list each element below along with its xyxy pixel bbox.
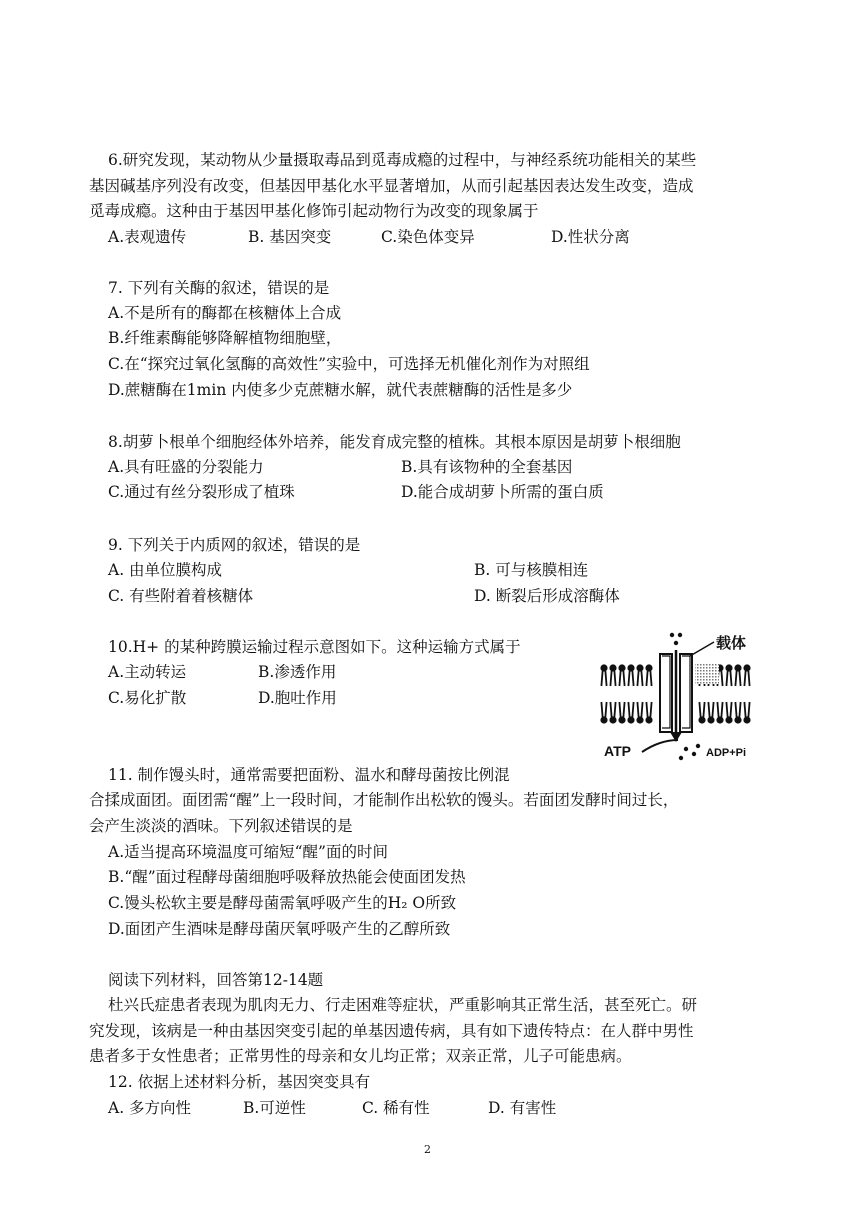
q6-stem-line-2: 基因碱基序列没有改变，但基因甲基化水平显著增加，从而引起基因表达发生改变，造成 (89, 177, 694, 195)
q9-option-b: B. 可与核膜相连 (474, 561, 589, 579)
phospholipid-upper (743, 664, 750, 686)
q6-stem-line-3: 觅毒成瘾。这种由于基因甲基化修饰引起动物行为改变的现象属于 (89, 202, 539, 220)
ion-dot (692, 752, 696, 756)
q8-option-d: D.能合成胡萝卜所需的蛋白质 (401, 483, 604, 501)
phospholipid-lower (725, 702, 732, 724)
q7-option-a: A.不是所有的酶都在核糖体上合成 (108, 304, 342, 322)
q9-option-d: D. 断裂后形成溶酶体 (474, 587, 620, 605)
phospholipid-lower (627, 702, 634, 724)
phospholipid-lower (734, 702, 741, 724)
page-number: 2 (424, 1143, 431, 1156)
q7-option-c: C.在“探究过氧化氢酶的高效性”实验中，可选择无机催化剂作为对照组 (108, 355, 590, 373)
q11-option-b: B.“醒”面过程酵母菌细胞呼吸释放热能会使面团发热 (108, 868, 466, 886)
phospholipid-lower (698, 702, 705, 724)
q11-option-d: D.面团产生酒味是酵母菌厌氧呼吸产生的乙醇所致 (108, 920, 451, 938)
q11-stem-line-2: 合揉成面团。面团需“醒”上一段时间，才能制作出松软的馒头。若面团发酵时间过长， (89, 791, 679, 809)
q11-stem-line-1: 11. 制作馒头时，通常需要把面粉、温水和酵母菌按比例混 (108, 766, 510, 784)
phospholipid-lower (707, 702, 714, 724)
carrier-label-leader (690, 642, 714, 656)
ion-dot (684, 747, 688, 751)
ion-dot (679, 756, 683, 760)
phospholipid-upper (725, 664, 732, 686)
phospholipid-lower (600, 702, 607, 724)
q6-option-d: D.性状分离 (551, 228, 630, 246)
phospholipid-upper (600, 664, 607, 686)
phospholipid-upper (609, 664, 616, 686)
q7-stem: 7. 下列有关酶的叙述，错误的是 (108, 279, 330, 297)
ion-dot (696, 744, 700, 748)
ion-dot (674, 641, 678, 645)
phospholipid-upper (645, 664, 652, 686)
q12-option-c: C. 稀有性 (362, 1099, 430, 1117)
q11-stem-line-3: 会产生淡淡的酒味。下列叙述错误的是 (89, 817, 353, 835)
q10-stem: 10.H+ 的某种跨膜运输过程示意图如下。这种运输方式属于 (108, 638, 521, 656)
q11-option-a: A.适当提高环境温度可缩短“醒”面的时间 (108, 843, 388, 861)
q8-option-c: C.通过有丝分裂形成了植珠 (108, 483, 295, 501)
ion-dot (678, 633, 682, 637)
phospholipid-upper (734, 664, 741, 686)
phospholipid-lower (716, 702, 723, 724)
q11-option-c: C.馒头松软主要是酵母菌需氧呼吸产生的H₂ O所致 (108, 894, 457, 912)
phospholipid-lower (645, 702, 652, 724)
q8-option-b: B.具有该物种的全套基因 (401, 458, 573, 476)
material-line-2: 究发现，该病是一种由基因突变引起的单基因遗传病，具有如下遗传特点：在人群中男性 (89, 1022, 694, 1040)
carrier-label: 载体 (716, 635, 747, 652)
material-line-1: 杜兴氏症患者表现为肌肉无力、行走困难等症状，严重影响其正常生活，甚至死亡。研 (108, 996, 698, 1014)
q12-option-a: A. 多方向性 (108, 1099, 192, 1117)
q12-option-d: D. 有害性 (488, 1099, 557, 1117)
adp-label: ADP+Pi (706, 747, 747, 759)
phospholipid-upper (618, 664, 625, 686)
phospholipid-lower (618, 702, 625, 724)
q12-stem: 12. 依据上述材料分析，基因突变具有 (108, 1073, 371, 1091)
q6-option-b: B. 基因突变 (248, 228, 332, 246)
atp-label: ATP (604, 743, 631, 759)
q7-option-d: D.蔗糖酶在1min 内使多少克蔗糖水解，就代表蔗糖酶的活性是多少 (108, 381, 573, 399)
membrane-transport-figure (598, 628, 768, 763)
q7-option-b: B.纤维素酶能够降解植物细胞壁， (108, 329, 342, 347)
material-line-3: 患者多于女性患者；正常男性的母亲和女儿均正常；双亲正常，儿子可能患病。 (89, 1047, 632, 1065)
q9-option-c: C. 有些附着着核糖体 (108, 587, 254, 605)
q12-option-b: B.可逆性 (243, 1099, 306, 1117)
phospholipid-upper (627, 664, 634, 686)
atp-curve-arrow (642, 740, 678, 752)
q10-option-d: D.胞吐作用 (258, 689, 337, 707)
q10-option-a: A.主动转运 (108, 663, 187, 681)
q6-option-c: C.染色体变异 (381, 228, 475, 246)
q6-stem-line-1: 6.研究发现，某动物从少量摄取毒品到觅毒成瘾的过程中，与神经系统功能相关的某些 (108, 151, 697, 169)
q8-stem: 8.胡萝卜根单个细胞经体外培养，能发育成完整的植株。其根本原因是胡萝卜根细胞 (108, 433, 681, 451)
phospholipid-upper (636, 664, 643, 686)
q8-option-a: A.具有旺盛的分裂能力 (108, 458, 264, 476)
q6-option-a: A.表观遗传 (108, 228, 187, 246)
q9-option-a: A. 由单位膜构成 (108, 561, 223, 579)
q9-stem: 9. 下列关于内质网的叙述，错误的是 (108, 536, 361, 554)
phospholipid-lower (636, 702, 643, 724)
ion-dot (670, 633, 674, 637)
phospholipid-lower (609, 702, 616, 724)
phospholipid-lower (743, 702, 750, 724)
material-intro: 阅读下列材料，回答第12-14题 (108, 971, 324, 989)
q10-option-b: B.渗透作用 (258, 663, 337, 681)
q10-option-c: C.易化扩散 (108, 689, 187, 707)
